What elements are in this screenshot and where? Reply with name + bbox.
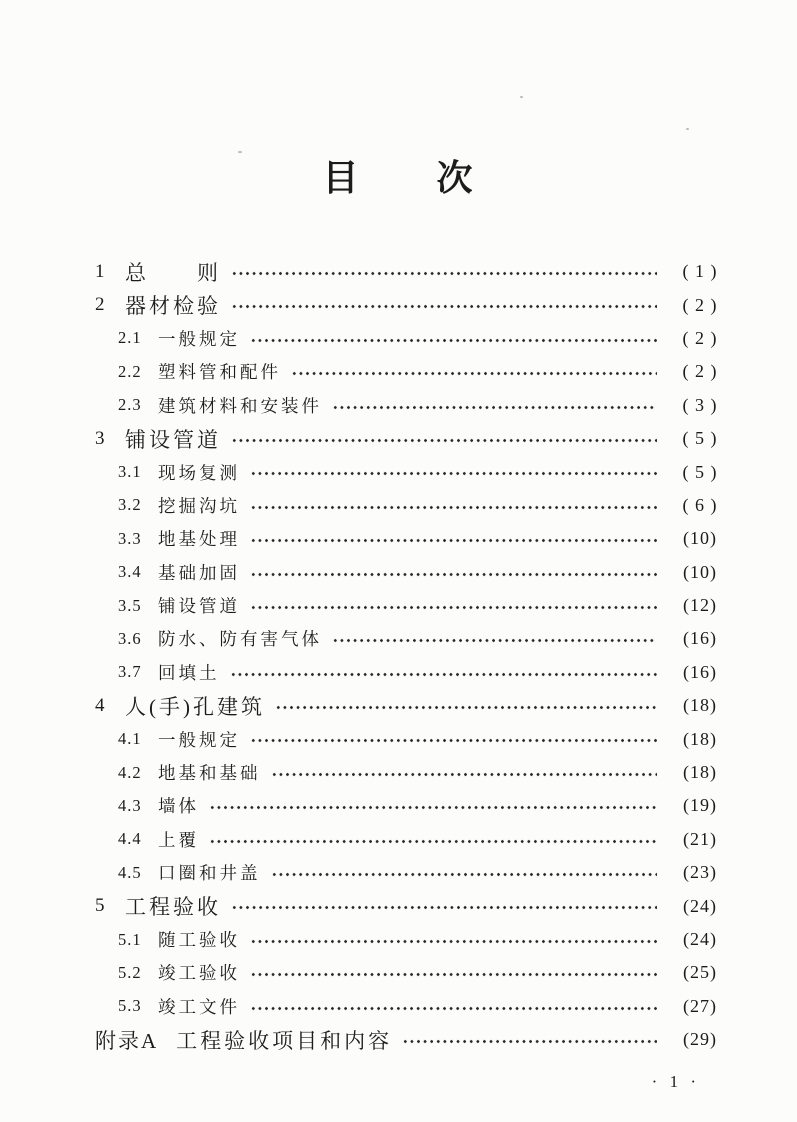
- toc-entry-page: (27): [683, 995, 717, 1016]
- toc-entry-number: 5: [95, 895, 106, 917]
- dot-leader: [209, 789, 657, 822]
- toc-entry-page: ( 1 ): [682, 261, 718, 282]
- toc-entry: [95, 589, 737, 622]
- toc-entry-number: 5.3: [118, 996, 142, 1016]
- toc-entry-page: (23): [683, 862, 717, 883]
- dot-leader: [275, 689, 657, 722]
- toc-entry-page: (24): [683, 895, 717, 916]
- toc-entry-number: 3.6: [118, 628, 142, 648]
- toc-entry-label: 地基处理: [158, 529, 240, 550]
- dot-leader: [250, 722, 657, 755]
- dot-leader: [291, 355, 657, 388]
- toc-entry-number: 5.2: [118, 962, 142, 982]
- dot-leader: [250, 923, 657, 956]
- toc-entry: [95, 288, 737, 321]
- toc-entry-page: ( 5 ): [682, 461, 718, 482]
- dot-leader: [271, 756, 658, 789]
- toc-entry-label: 建筑材料和安装件: [158, 395, 322, 416]
- toc-entry-label: 人(手)孔建筑: [125, 694, 265, 719]
- toc-entry-label: 上覆: [158, 829, 199, 850]
- dot-leader: [250, 956, 657, 989]
- dot-leader: [250, 589, 657, 622]
- toc-entry: [95, 255, 737, 288]
- dot-leader: [231, 889, 657, 922]
- toc-entry-label: 回填土: [158, 662, 220, 683]
- toc-entry-page: (16): [683, 628, 717, 649]
- dot-leader: [402, 1023, 657, 1056]
- toc-entry-number: 4: [95, 694, 106, 716]
- table-of-contents: [95, 255, 737, 1056]
- toc-entry: [95, 722, 737, 755]
- toc-entry: [95, 355, 737, 388]
- toc-entry: [95, 389, 737, 422]
- toc-entry-label: 墙体: [158, 796, 199, 817]
- toc-entry: [95, 689, 737, 722]
- dot-leader: [250, 522, 657, 555]
- dot-leader: [209, 823, 657, 856]
- page-number-footer: · 1 ·: [651, 1072, 700, 1091]
- toc-entry: [95, 422, 737, 455]
- toc-entry: [95, 823, 737, 856]
- toc-entry-page: (29): [683, 1029, 717, 1050]
- toc-entry: [95, 956, 737, 989]
- toc-entry: [95, 756, 737, 789]
- toc-entry-page: ( 3 ): [682, 394, 718, 415]
- toc-entry-label: 塑料管和配件: [158, 362, 281, 383]
- toc-entry-page: (21): [683, 828, 717, 849]
- toc-entry-page: ( 2 ): [682, 327, 718, 348]
- toc-entry: [95, 622, 737, 655]
- toc-entry: [95, 889, 737, 922]
- page-title: 目 次: [322, 158, 475, 198]
- toc-entry-page: ( 5 ): [682, 428, 718, 449]
- dot-leader: [271, 856, 658, 889]
- toc-entry-number: 3.4: [118, 562, 142, 582]
- toc-entry-label: 铺设管道: [125, 427, 221, 452]
- toc-entry-page: (18): [683, 728, 717, 749]
- toc-entry-label: 一般规定: [158, 328, 240, 349]
- toc-entry-page: ( 2 ): [682, 361, 718, 382]
- toc-entry-page: (10): [683, 528, 717, 549]
- dot-leader: [250, 455, 657, 488]
- toc-entry: [95, 789, 737, 822]
- toc-entry-label: 基础加固: [158, 562, 240, 583]
- toc-entry-number: 附录A: [95, 1028, 159, 1053]
- toc-entry-number: 3.3: [118, 528, 142, 548]
- toc-entry-page: (10): [683, 561, 717, 582]
- dot-leader: [250, 489, 657, 522]
- toc-entry: [95, 1023, 737, 1056]
- toc-entry-label: 一般规定: [158, 729, 240, 750]
- toc-entry: [95, 455, 737, 488]
- toc-entry-number: 1: [95, 260, 106, 282]
- dot-leader: [250, 322, 657, 355]
- toc-entry-page: (18): [683, 762, 717, 783]
- dot-leader: [230, 656, 658, 689]
- toc-entry-label: 现场复测: [158, 462, 240, 483]
- toc-entry-label: 工程验收: [125, 895, 221, 920]
- dot-leader: [231, 288, 657, 321]
- toc-entry-page: ( 6 ): [682, 494, 718, 515]
- toc-entry-number: 5.1: [118, 929, 142, 949]
- toc-entry-page: (25): [683, 962, 717, 983]
- toc-entry-label: 竣工验收: [158, 963, 240, 984]
- toc-entry-number: 3.1: [118, 462, 142, 482]
- toc-entry: [95, 522, 737, 555]
- toc-entry: [95, 923, 737, 956]
- toc-entry-number: 3: [95, 427, 106, 449]
- toc-entry-number: 4.3: [118, 795, 142, 815]
- toc-entry-page: (12): [683, 595, 717, 616]
- toc-entry-number: 4.4: [118, 829, 142, 849]
- toc-entry-number: 2.3: [118, 395, 142, 415]
- toc-entry-number: 2: [95, 294, 106, 316]
- toc-entry: [95, 322, 737, 355]
- dot-leader: [250, 556, 657, 589]
- dot-leader: [332, 622, 657, 655]
- toc-entry-label: 工程验收项目和内容: [176, 1028, 393, 1053]
- scan-speck: [238, 151, 242, 153]
- scan-speck: [686, 128, 689, 130]
- toc-entry-number: 2.2: [118, 361, 142, 381]
- scan-speck: [520, 96, 523, 98]
- toc-entry-page: (18): [683, 695, 717, 716]
- toc-entry-number: 2.1: [118, 328, 142, 348]
- toc-entry: [95, 556, 737, 589]
- toc-entry-label: 总 则: [125, 260, 221, 285]
- toc-entry-number: 3.2: [118, 495, 142, 515]
- toc-entry-label: 口圈和井盖: [158, 863, 261, 884]
- toc-entry-label: 随工验收: [158, 930, 240, 950]
- toc-entry: [95, 489, 737, 522]
- toc-entry: [95, 990, 737, 1023]
- toc-entry-number: 3.7: [118, 662, 142, 682]
- toc-entry-number: 4.5: [118, 862, 142, 882]
- toc-entry-label: 挖掘沟坑: [158, 495, 240, 516]
- dot-leader: [250, 990, 657, 1023]
- toc-entry-number: 4.2: [118, 762, 142, 782]
- toc-entry: [95, 856, 737, 889]
- toc-entry-label: 防水、防有害气体: [158, 629, 322, 650]
- toc-entry-page: ( 2 ): [682, 294, 718, 315]
- toc-entry-page: (24): [683, 929, 717, 949]
- dot-leader: [332, 389, 657, 422]
- toc-entry-label: 地基和基础: [158, 763, 261, 784]
- toc-entry-number: 4.1: [118, 729, 142, 749]
- toc-entry-page: (16): [683, 661, 717, 682]
- toc-entry-number: 3.5: [118, 595, 142, 615]
- toc-entry-label: 铺设管道: [158, 596, 240, 617]
- dot-leader: [231, 255, 657, 288]
- toc-entry-page: (19): [683, 795, 717, 816]
- toc-entry: [95, 656, 737, 689]
- toc-entry-label: 竣工文件: [158, 996, 240, 1017]
- dot-leader: [231, 422, 657, 455]
- toc-entry-label: 器材检验: [125, 294, 221, 319]
